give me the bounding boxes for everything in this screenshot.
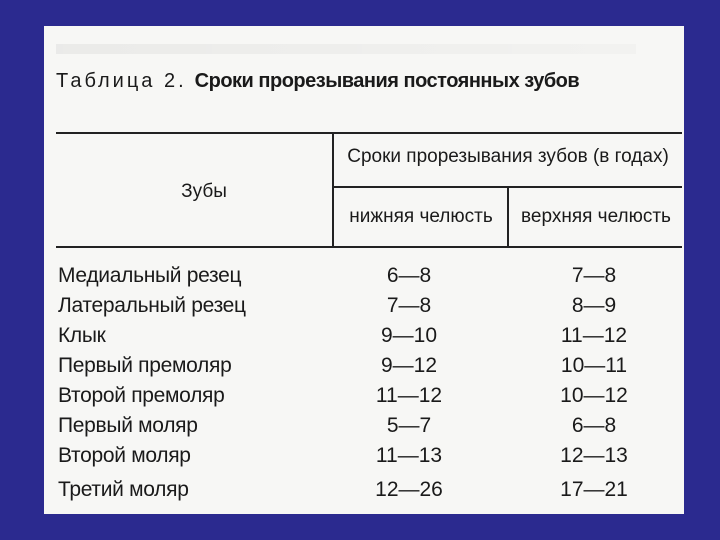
- header-lower-jaw: нижняя челюсть: [349, 206, 493, 227]
- tooth-name: Медиальный резец: [58, 264, 242, 287]
- header-top-rule: [56, 132, 682, 134]
- scan-noise: [56, 44, 636, 54]
- upper-jaw-value: 8—9: [571, 294, 617, 317]
- header-vertical-rule-1: [332, 132, 334, 248]
- upper-jaw-value: 10—12: [560, 384, 628, 407]
- tooth-name: Первый моляр: [58, 414, 198, 437]
- header-vertical-rule-2: [507, 186, 509, 248]
- header-bottom-rule: [56, 246, 682, 248]
- table-caption: [56, 70, 579, 93]
- tooth-name: Третий моляр: [58, 478, 189, 501]
- lower-jaw-value: 6—8: [386, 264, 432, 287]
- tooth-name: Второй моляр: [58, 444, 191, 467]
- upper-jaw-value: 6—8: [571, 414, 617, 437]
- tooth-name: Первый премоляр: [58, 354, 232, 377]
- tooth-name: Латеральный резец: [58, 294, 246, 317]
- upper-jaw-value: 12—13: [560, 444, 628, 467]
- header-group: Сроки прорезывания зубов (в годах): [347, 146, 669, 167]
- lower-jaw-value: 12—26: [375, 478, 443, 501]
- header-upper-jaw: верхняя челюсть: [521, 206, 671, 227]
- lower-jaw-value: 5—7: [386, 414, 432, 437]
- lower-jaw-value: 11—13: [375, 444, 443, 467]
- upper-jaw-value: 7—8: [571, 264, 617, 287]
- lower-jaw-value: 9—10: [380, 324, 438, 347]
- table-label: Таблица 2.: [56, 70, 187, 92]
- table-document: [44, 26, 684, 514]
- table-title: Сроки прорезывания постоянных зубов: [194, 70, 580, 92]
- header-teeth: Зубы: [181, 181, 227, 202]
- upper-jaw-value: 11—12: [560, 324, 628, 347]
- upper-jaw-value: 17—21: [560, 478, 628, 501]
- lower-jaw-value: 7—8: [386, 294, 432, 317]
- upper-jaw-value: 10—11: [560, 354, 628, 377]
- tooth-name: Клык: [58, 324, 106, 347]
- lower-jaw-value: 9—12: [380, 354, 438, 377]
- tooth-name: Второй премоляр: [58, 384, 225, 407]
- lower-jaw-value: 11—12: [375, 384, 443, 407]
